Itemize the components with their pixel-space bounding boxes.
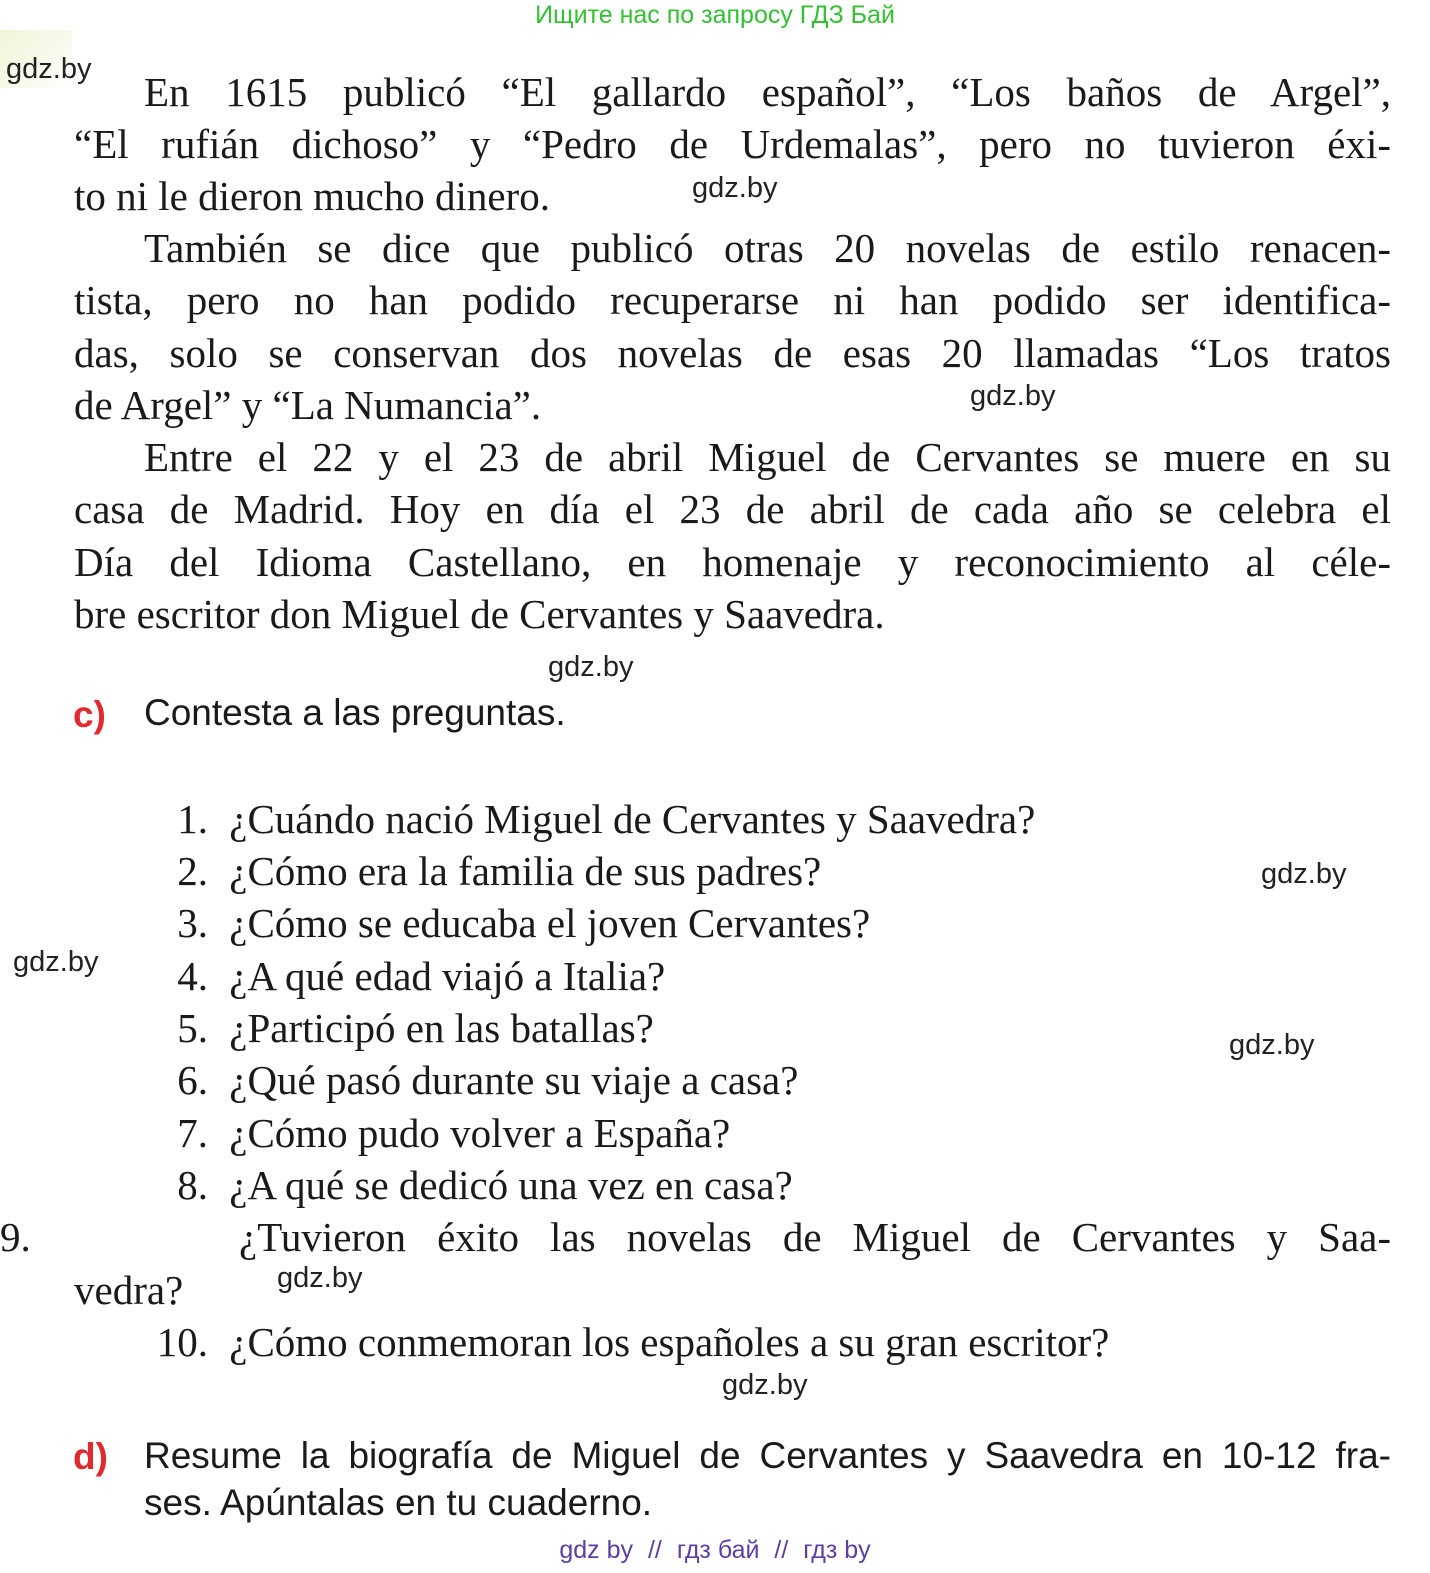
task-instruction: Contesta a las preguntas. bbox=[144, 692, 566, 733]
text-line: En 1615 publicó “El gallardo español”, “Los baños de Argel”, bbox=[144, 69, 1391, 115]
text-line: das, solo se conservan dos novelas de esas 20 llamadas “Los tratos bbox=[74, 330, 1391, 376]
watermark: gdz.by bbox=[13, 946, 99, 978]
question-item bbox=[0, 950, 665, 1002]
question-text: ¿Qué pasó durante su viaje a casa? bbox=[229, 1057, 799, 1103]
footer-separator: // bbox=[774, 1536, 789, 1564]
question-item bbox=[0, 1159, 793, 1211]
question-continuation: vedra? bbox=[74, 1267, 184, 1313]
watermark: gdz.by bbox=[548, 651, 634, 683]
watermark: gdz.by bbox=[692, 172, 778, 204]
question-number: 3. bbox=[177, 900, 208, 946]
question-number: 9. bbox=[0, 1214, 31, 1260]
task-text-line: ses. Apúntalas en tu cuaderno. bbox=[144, 1482, 653, 1523]
watermark: gdz.by bbox=[277, 1262, 363, 1294]
footer-separator: // bbox=[647, 1536, 662, 1564]
text-line: Día del Idioma Castellano, en homenaje y reconocimiento al céle- bbox=[74, 539, 1391, 585]
question-number: 5. bbox=[177, 1005, 208, 1051]
question-item bbox=[0, 1211, 1391, 1263]
footer-link-gdz-by-cyr[interactable]: гдз by bbox=[803, 1536, 871, 1564]
text-line: casa de Madrid. Hoy en día el 23 de abril de cada año se celebra el bbox=[74, 486, 1391, 532]
question-item bbox=[0, 845, 821, 897]
question-text: ¿A qué edad viajó a Italia? bbox=[229, 953, 666, 999]
question-number: 4. bbox=[177, 953, 208, 999]
footer-link-gdz-bay[interactable]: гдз бай bbox=[676, 1536, 760, 1564]
watermark: gdz.by bbox=[970, 380, 1056, 412]
watermark: gdz.by bbox=[1261, 858, 1347, 890]
question-text: ¿Cómo pudo volver a España? bbox=[229, 1110, 731, 1156]
text-line: Entre el 22 y el 23 de abril Miguel de Cervantes se muere en su bbox=[144, 434, 1391, 480]
question-text: ¿Cómo se educaba el joven Cervantes? bbox=[229, 900, 871, 946]
text-line: tista, pero no han podido recuperarse ni han podido ser identifica- bbox=[74, 277, 1391, 323]
question-item bbox=[0, 1054, 798, 1106]
question-number: 2. bbox=[177, 848, 208, 894]
question-text: ¿Participó en las batallas? bbox=[229, 1005, 654, 1051]
text-line: También se dice que publicó otras 20 novelas de estilo renacen- bbox=[144, 225, 1391, 271]
question-item bbox=[0, 1107, 730, 1159]
question-number: 6. bbox=[177, 1057, 208, 1103]
question-item bbox=[0, 897, 870, 949]
footer-link-gdz-by[interactable]: gdz by bbox=[559, 1536, 634, 1564]
question-text: ¿Cómo conmemoran los españoles a su gran escritor? bbox=[229, 1319, 1110, 1365]
question-number: 8. bbox=[177, 1162, 208, 1208]
footer-links bbox=[0, 1533, 1430, 1567]
watermark: gdz.by bbox=[6, 53, 92, 85]
question-number: 10. bbox=[156, 1319, 208, 1365]
question-text: ¿Tuvieron éxito las novelas de Miguel de Cervantes y Saa- bbox=[239, 1214, 1392, 1260]
question-number: 1. bbox=[177, 796, 208, 842]
question-number: 7. bbox=[177, 1110, 208, 1156]
task-letter: d) bbox=[73, 1436, 108, 1477]
text-line: to ni le dieron mucho dinero. bbox=[74, 173, 550, 219]
question-text: ¿A qué se dedicó una vez en casa? bbox=[229, 1162, 793, 1208]
task-letter: c) bbox=[73, 694, 106, 735]
watermark: gdz.by bbox=[1229, 1029, 1315, 1061]
question-item bbox=[0, 1316, 1109, 1368]
question-text: ¿Cuándo nació Miguel de Cervantes y Saavedra? bbox=[229, 796, 1036, 842]
text-line: de Argel” y “La Numancia”. bbox=[74, 382, 542, 428]
task-text-line: Resume la biografía de Miguel de Cervantes y Saavedra en 10-12 fra- bbox=[144, 1435, 1391, 1476]
watermark: gdz.by bbox=[722, 1369, 808, 1401]
top-banner: Ищите нас по запросу ГДЗ Бай bbox=[535, 1, 895, 29]
question-item bbox=[0, 793, 1035, 845]
text-line: “El rufián dichoso” y “Pedro de Urdemalas”, pero no tuvieron éxi- bbox=[74, 121, 1391, 167]
question-item bbox=[0, 1002, 654, 1054]
text-line: bre escritor don Miguel de Cervantes y Saavedra. bbox=[74, 591, 885, 637]
question-text: ¿Cómo era la familia de sus padres? bbox=[229, 848, 822, 894]
